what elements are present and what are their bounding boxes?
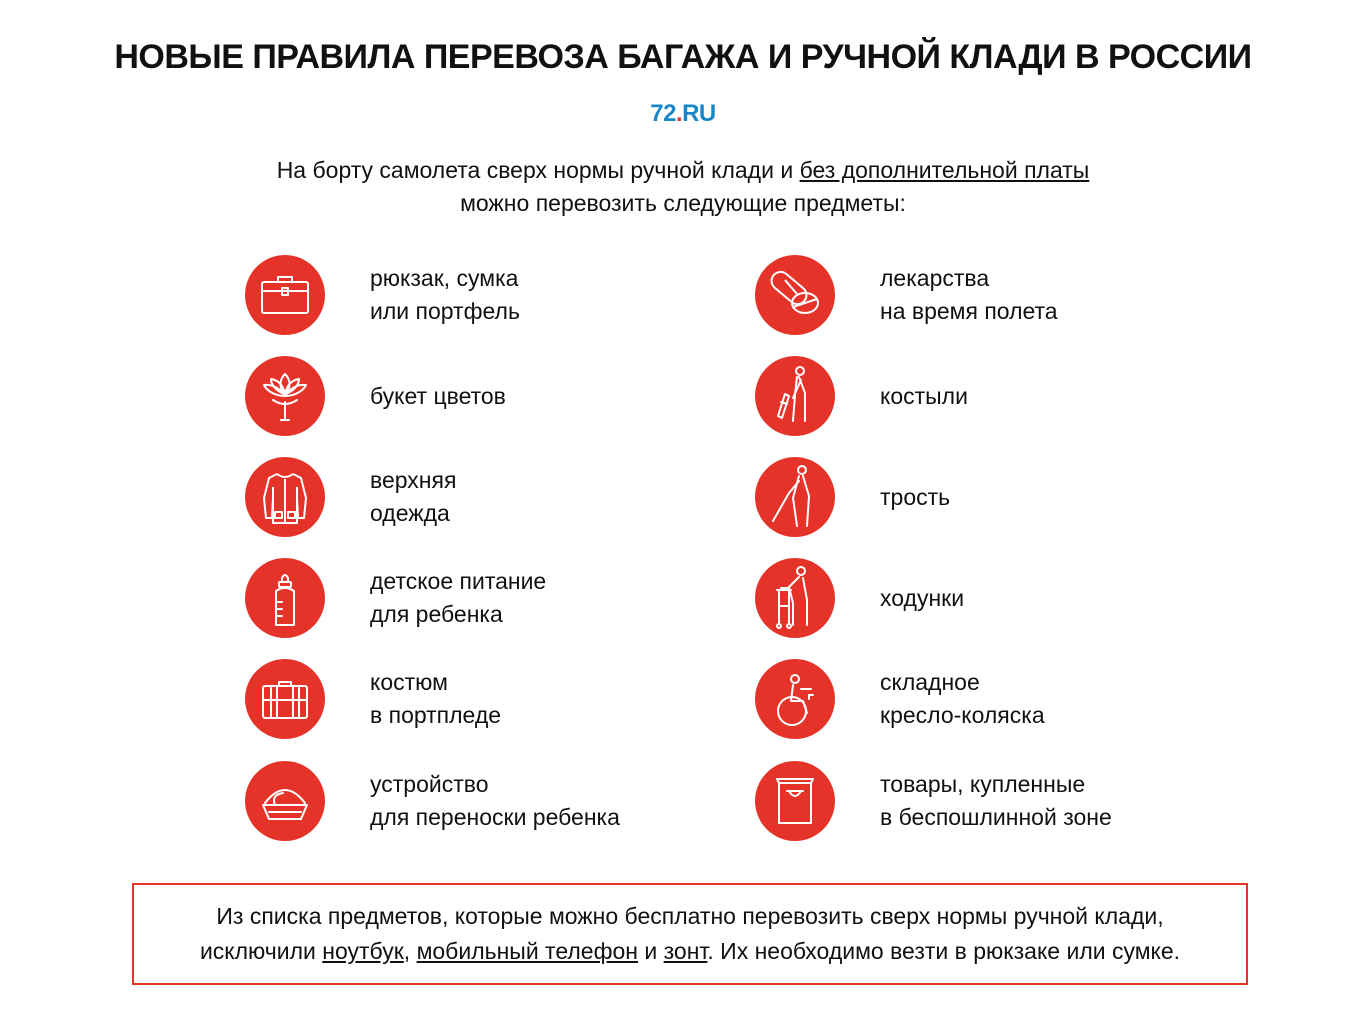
notice-line1: Из списка предметов, которые можно бесплатно перевозить сверх нормы ручной клади, xyxy=(216,903,1164,929)
intro-line1: На борту самолета сверх нормы ручной клади и xyxy=(276,157,800,183)
coat-icon xyxy=(245,457,325,537)
baby-carrier-icon xyxy=(245,761,325,841)
flower-bouquet-icon xyxy=(245,356,325,436)
notice-umbrella: зонт xyxy=(663,938,708,964)
notice-line2: исключили ноутбук, мобильный телефон и зонт. Их необходимо везти в рюкзаке или сумке. xyxy=(199,938,1181,964)
item-label: трость xyxy=(880,483,951,510)
item-label: верхняя одежда xyxy=(370,467,457,526)
page-title: НОВЫЕ ПРАВИЛА ПЕРЕВОЗА БАГАЖА И РУЧНОЙ КЛАДИ В РОССИИ xyxy=(114,38,1252,76)
wheelchair-icon xyxy=(755,659,835,739)
shopping-bag-icon xyxy=(755,761,835,841)
item-label: детское питание для ребенка xyxy=(370,568,547,627)
cane-icon xyxy=(755,457,835,537)
logo-domain: RU xyxy=(682,100,716,127)
logo-72ru[interactable] xyxy=(0,100,1366,128)
item-label: рюкзак, сумка или портфель xyxy=(370,265,520,324)
intro-highlight: без дополнительной платы xyxy=(799,157,1090,183)
intro-line2: можно перевозить следующие предметы: xyxy=(460,190,906,216)
item-label: устройство для переноски ребенка xyxy=(370,771,620,830)
item-label: лекарства на время полета xyxy=(880,265,1058,324)
item-label: костыли xyxy=(880,382,968,409)
item-label: костюм в портпледе xyxy=(370,669,502,728)
garment-bag-icon xyxy=(245,659,325,739)
baby-bottle-icon xyxy=(245,558,325,638)
notice-laptop: ноутбук xyxy=(322,938,404,964)
item-label: букет цветов xyxy=(370,382,506,409)
item-label: ходунки xyxy=(880,584,965,611)
notice-phone: мобильный телефон xyxy=(416,938,638,964)
logo-number: 72 xyxy=(650,100,676,127)
crutch-icon xyxy=(755,356,835,436)
intro-text xyxy=(0,154,1366,220)
item-label: товары, купленные в беспошлинной зоне xyxy=(880,771,1112,830)
item-label: складное кресло-коляска xyxy=(880,669,1045,728)
walker-icon xyxy=(755,558,835,638)
logo-dot: . xyxy=(675,100,683,127)
pills-icon xyxy=(755,255,835,335)
briefcase-icon xyxy=(245,255,325,335)
notice-box xyxy=(132,883,1248,985)
